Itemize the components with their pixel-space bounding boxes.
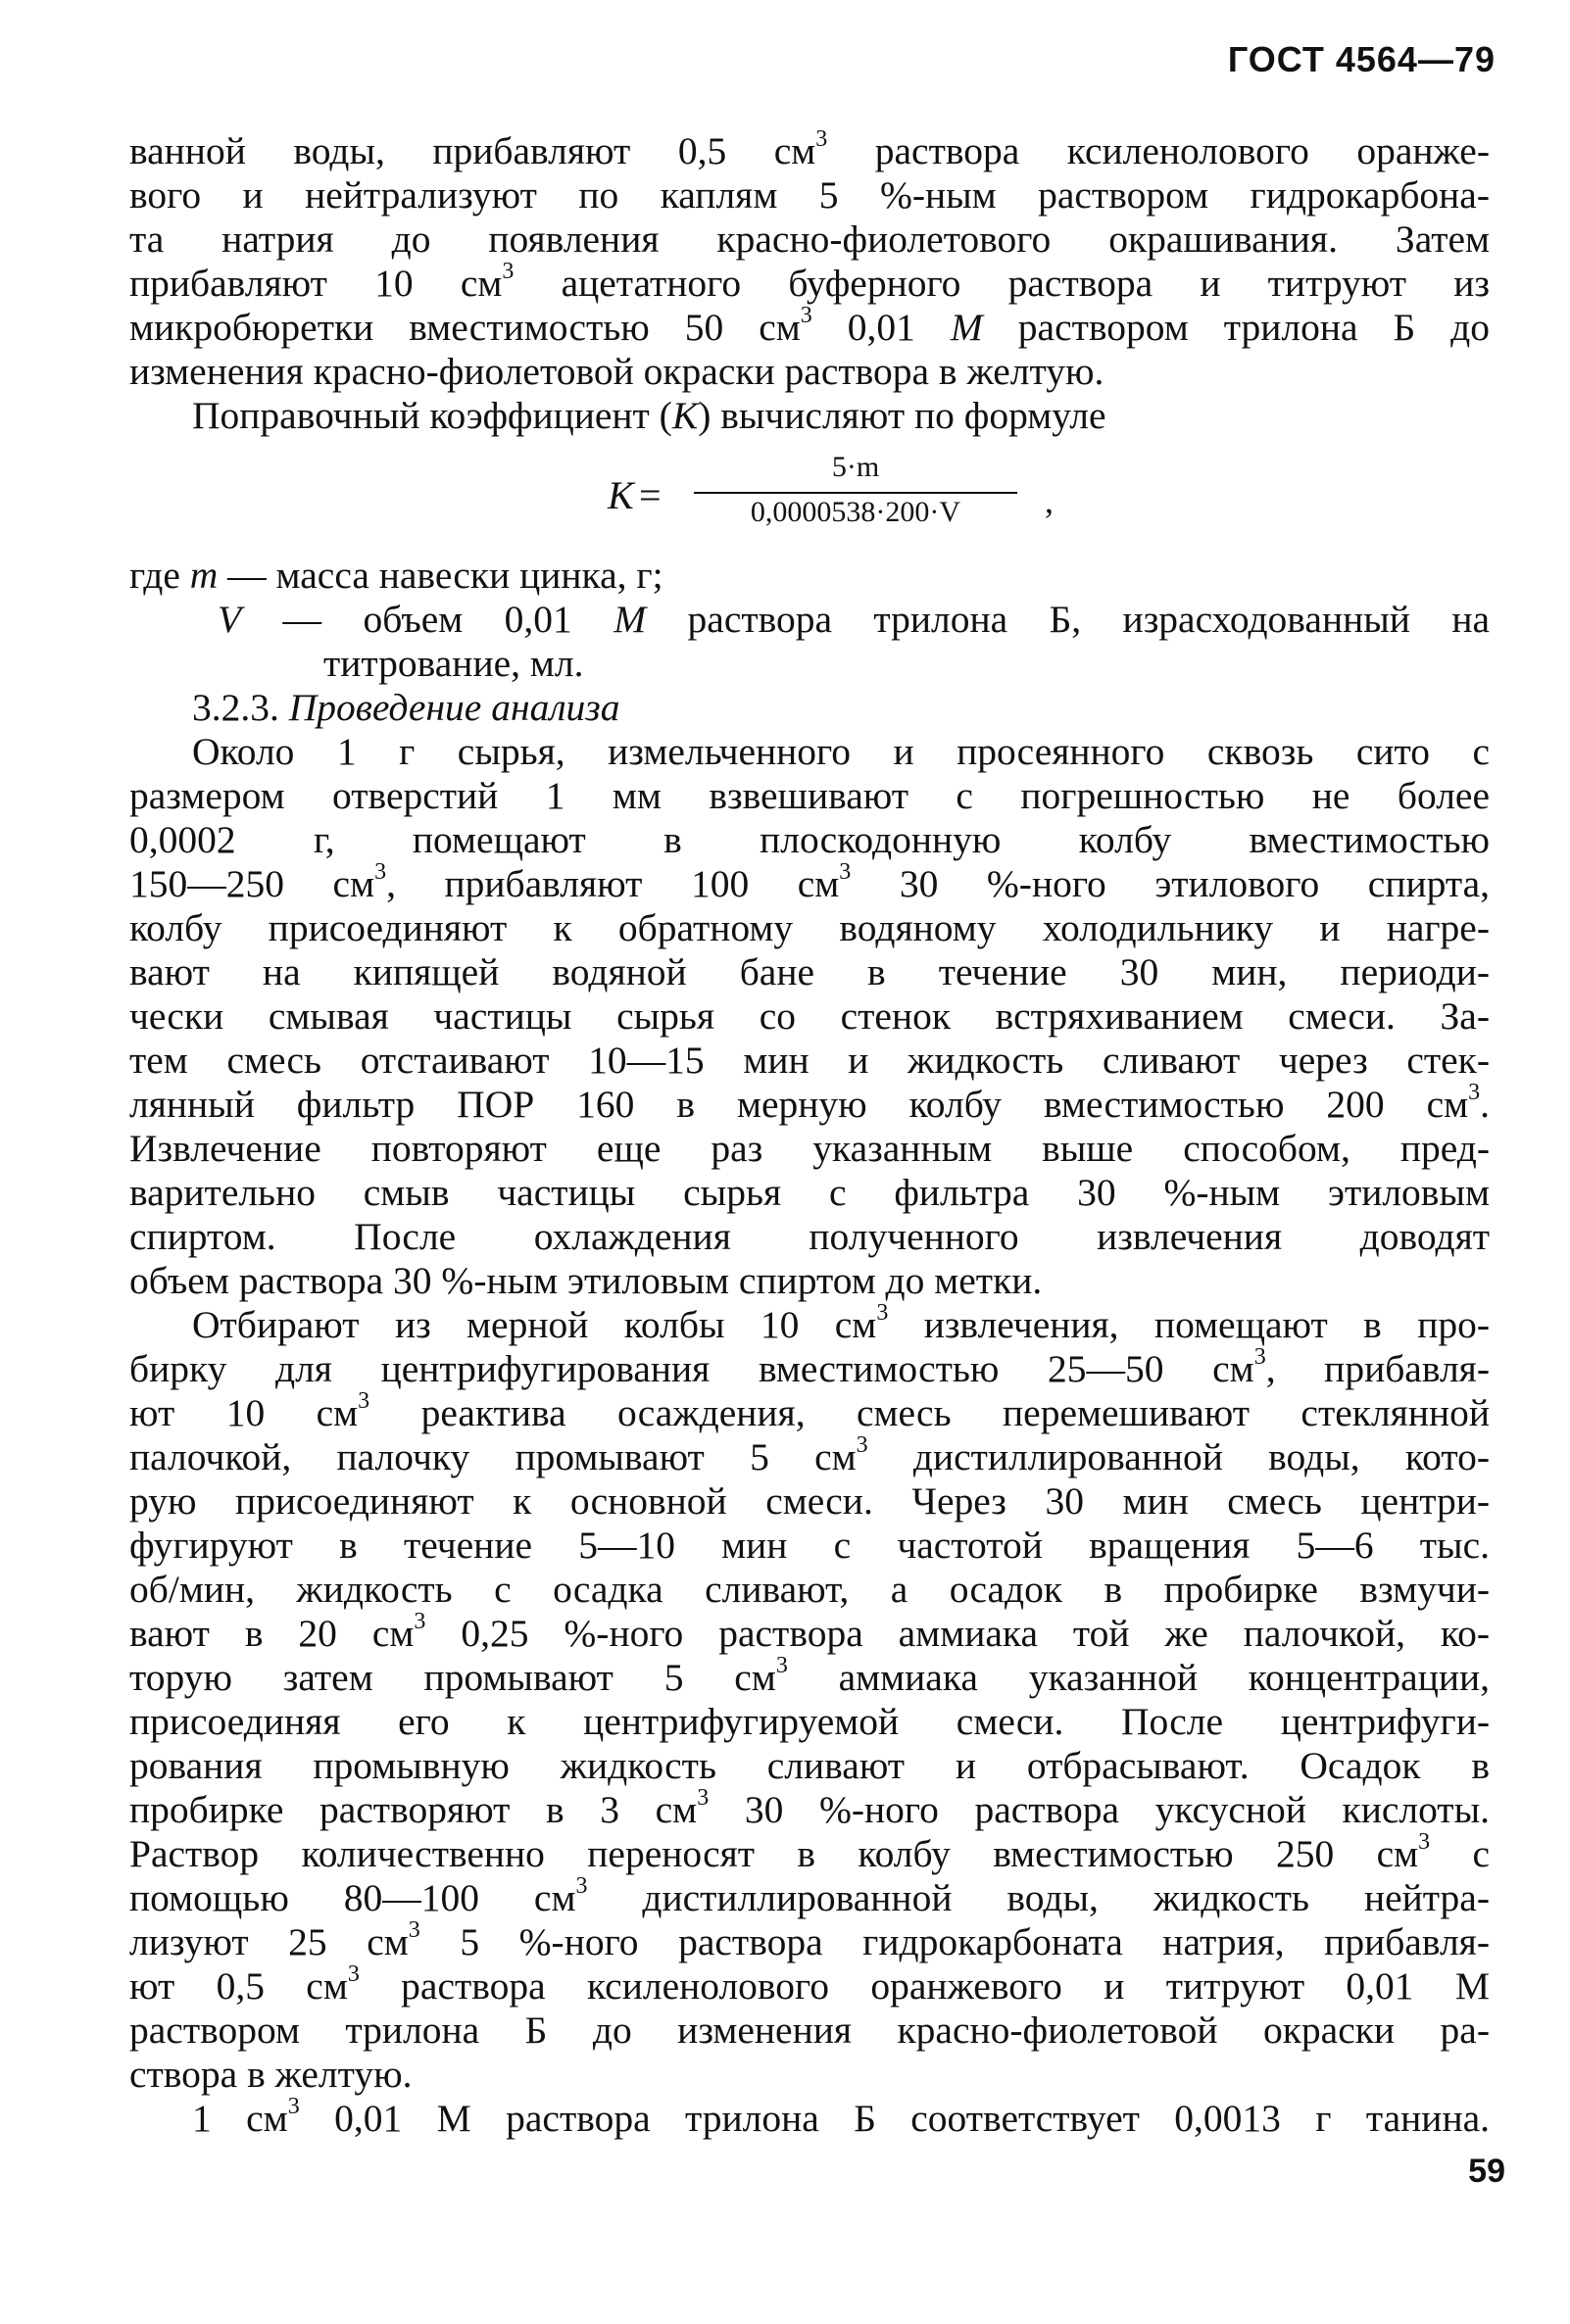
text-line: лянный фильтр ПОР 160 в мерную колбу вместимостью 200 $см^3$. bbox=[129, 1079, 1490, 1126]
text-line: палочкой, палочку промывают 5 $см^3$ дистиллированной воды, кото- bbox=[129, 1431, 1490, 1478]
text-line: Извлечение повторяют еще раз указанным выше способом, пред- bbox=[129, 1127, 1490, 1170]
text-line: торую затем промывают 5 $см^3$ аммиака указанной концентрации, bbox=[129, 1652, 1490, 1699]
text-line: та натрия до появления красно-фиолетового окрашивания. Затем bbox=[129, 218, 1490, 261]
text-line: присоединяя его к центрифугируемой смеси. После центрифуги- bbox=[129, 1700, 1490, 1743]
paragraph-3 bbox=[129, 730, 1490, 1303]
paragraph-2 bbox=[129, 394, 1490, 438]
where-v-continued: титрование, мл. bbox=[323, 642, 584, 685]
text-line: пробирке растворяют в 3 $см^3$ 30 %-ного раствора уксусной кислоты. bbox=[129, 1784, 1490, 1831]
paragraph-4 bbox=[129, 1299, 1491, 2097]
text-line: колбу присоединяют к обратному водяному холодильнику и нагре- bbox=[129, 906, 1490, 949]
text-line: 150—250 $см^3$, прибавляют 100 $см^3$ 30 %-ного этилового спирта, bbox=[129, 858, 1490, 905]
text-line: ют 10 $см^3$ реактива осаждения, смесь перемешивают стеклянной bbox=[129, 1387, 1490, 1434]
formula-equals: = bbox=[639, 473, 662, 517]
paragraph-1 bbox=[129, 125, 1490, 394]
text-line: ванной воды, прибавляют 0,5 $см^3$ раствора ксиленолового оранже- bbox=[129, 125, 1490, 172]
text-line: варительно смыв частицы сырья с фильтра 30 %-ным этиловым bbox=[129, 1171, 1490, 1214]
text-line: тем смесь отстаивают 10—15 мин и жидкость сливают через стек- bbox=[129, 1039, 1490, 1082]
where-m: где m — масса навески цинка, г; bbox=[129, 554, 663, 597]
text-line: изменения красно-фиолетовой окраски раствора в желтую. bbox=[129, 350, 1104, 393]
text-line: об/мин, жидкость с осадка сливают, а осадок в пробирке взмучи- bbox=[129, 1568, 1490, 1611]
formula-denominator: 0,0000538·200·V bbox=[750, 496, 961, 528]
where-v: V — объем 0,01 М раствора трилона Б, израсходованный на bbox=[218, 598, 1490, 641]
text-line: створа в желтую. bbox=[129, 2053, 413, 2096]
text-line: ют 0,5 $см^3$ раствора ксиленолового оранжевого и титруют 0,01 М bbox=[129, 1961, 1491, 2008]
text-line: вают в 20 $см^3$ 0,25 %-ного раствора аммиака той же палочкой, ко- bbox=[129, 1608, 1491, 1655]
formula-lhs: K bbox=[608, 473, 634, 517]
text-line: прибавляют 10 $см^3$ ацетатного буферного раствора и титруют из bbox=[129, 258, 1490, 305]
formula-comma: , bbox=[1045, 481, 1054, 520]
document-header: ГОСТ 4564—79 bbox=[1227, 39, 1496, 79]
text-line: рую присоединяют к основной смеси. Через 30 мин смесь центри- bbox=[129, 1479, 1490, 1523]
text-line: бирку для центрифугирования вместимостью 25—50 $см^3$, прибавля- bbox=[129, 1343, 1490, 1390]
page-number: 59 bbox=[1468, 2153, 1505, 2190]
text-line: Раствор количественно переносят в колбу вместимостью 250 $см^3$ с bbox=[129, 1828, 1490, 1875]
text-line: помощью 80—100 $см^3$ дистиллированной воды, жидкость нейтра- bbox=[129, 1872, 1490, 1919]
text-line: объем раствора 30 %-ным этиловым спиртом до метки. bbox=[129, 1259, 1043, 1302]
text-line: рования промывную жидкость сливают и отбрасывают. Осадок в bbox=[129, 1744, 1490, 1787]
text-line: Около 1 г сырья, измельченного и просеянного сквозь сито с bbox=[192, 730, 1490, 773]
text-line: раствором трилона Б до изменения красно-фиолетовой окраски ра- bbox=[129, 2009, 1490, 2052]
text-line: спиртом. После охлаждения полученного извлечения доводят bbox=[129, 1215, 1490, 1258]
correction-formula bbox=[0, 451, 1570, 539]
text-line: вого и нейтрализуют по каплям 5 %-ным раствором гидрокарбона- bbox=[129, 173, 1490, 217]
text-line: 1 $см^3$ 0,01 М раствора трилона Б соответствует 0,0013 г танина. bbox=[192, 2093, 1490, 2140]
text-line: фугируют в течение 5—10 мин с частотой вращения 5—6 тыс. bbox=[129, 1524, 1490, 1567]
text-line: размером отверстий 1 мм взвешивают с погрешностью не более bbox=[129, 774, 1490, 817]
formula-numerator: 5·m bbox=[831, 451, 880, 483]
paragraph-5 bbox=[129, 2093, 1490, 2141]
section-heading: 3.2.3. Проведение анализа bbox=[192, 686, 620, 729]
text-line: 0,0002 г, помещают в плоскодонную колбу вместимостью bbox=[129, 818, 1490, 861]
text-line: Отбирают из мерной колбы 10 $см^3$ извлечения, помещают в про- bbox=[192, 1299, 1490, 1346]
text-line: чески смывая частицы сырья со стенок встряхиванием смеси. За- bbox=[129, 994, 1490, 1038]
fraction-bar bbox=[694, 492, 1017, 494]
text-line: вают на кипящей водяной бане в течение 30 мин, периоди- bbox=[129, 950, 1490, 993]
text-line: лизуют 25 $см^3$ 5 %-ного раствора гидрокарбоната натрия, прибавля- bbox=[129, 1916, 1491, 1963]
text-line: Поправочный коэффициент (K) вычисляют по формуле bbox=[192, 394, 1106, 437]
text-line: микробюретки вместимостью 50 $см^3$ 0,01 М раствором трилона Б до bbox=[129, 302, 1490, 349]
